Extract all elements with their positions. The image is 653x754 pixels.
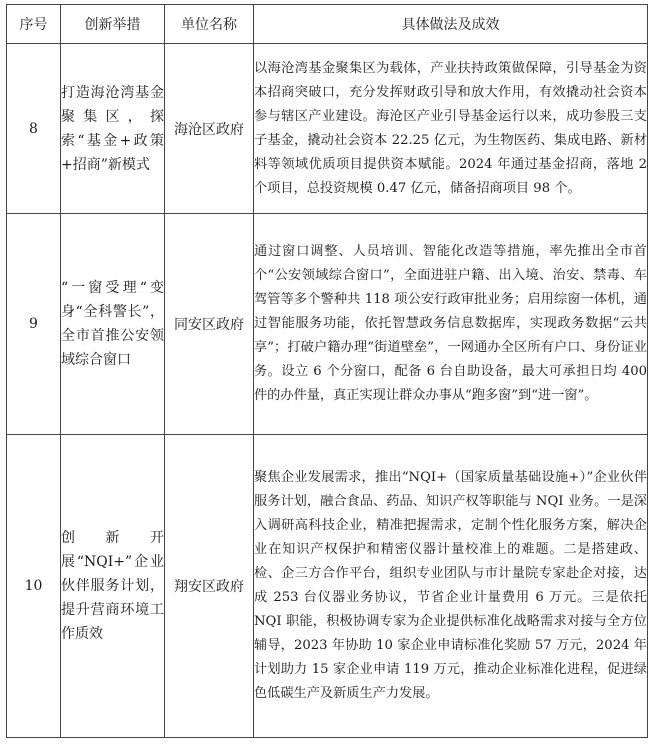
practice-detail xyxy=(254,435,648,738)
innovation-measure xyxy=(61,44,165,214)
row-number: 8 xyxy=(7,44,61,214)
detail-text: 通过窗口调整、人员培训、智能化改造等措施，率先推出全市首个“公安领域综合窗口”，全面进驻户籍、出入境、治安、禁毒、车驾管等多个警种共 118 项公安行政审批业务；启用综窗一体机，通过智能服务功能，依托智慧政务信息数据库，实现政务数据“云共享”；打破户籍办理“街道壁垒”，一网通办全区所有户口、身份证业务。设立 6 个分窗口，配备 6 台自助设备，最大可承担日均 400 件的办件量，真正实现让群众办事从“跑多窗”到“进一窗”。 xyxy=(254,244,647,403)
measure-text: “一窗受理“变身“全科警长”，全市首推公安领域综合窗口 xyxy=(61,280,164,368)
header-row xyxy=(7,5,648,44)
innovation-measure xyxy=(61,435,165,738)
unit-name: 海沧区政府 xyxy=(165,44,254,214)
measure-text: 打造海沧湾基金聚集区，探索“基金+政策+招商”新模式 xyxy=(61,84,164,173)
practice-detail xyxy=(254,214,648,435)
header-measure: 创新举措 xyxy=(61,5,165,44)
detail-text: 聚焦企业发展需求，推出“NQI+（国家质量基础设施+）”企业伙伴服务计划，融合食品、药品、知识产权等职能与 NQI 业务。一是深入调研高科技企业，精准把握需求，定制个性化服务方案，解决企业在知识产权保护和精密仪器计量校准上的难题。二是搭建政、检、企三方合作平台，组织专业团队与市计量院专家赴企对接，达成 253 台仪器业务协议，节省企业计量费用 6 万元。三是依托 NQI 职能，积极协调专家为企业提供标准化战略需求对接与全方位辅导，2023 年协助 10 家企业申请标准化奖励 57 万元，2024 年计划助力 15 家企业申请 119 万元，推动企业标准化进程，促进绿色低碳生产及新质生产力发展。 xyxy=(254,470,647,701)
header-no: 序号 xyxy=(7,5,61,44)
measure-text: 创新开展“NQI+”企业伙伴服务计划，提升营商环境工作质效 xyxy=(61,530,164,642)
policy-table xyxy=(6,4,648,738)
unit-name: 同安区政府 xyxy=(165,214,254,435)
row-number: 10 xyxy=(7,435,61,738)
practice-detail xyxy=(254,44,648,214)
innovation-measure xyxy=(61,214,165,435)
detail-text: 以海沧湾基金聚集区为载体，产业扶持政策做保障，引导基金为资本招商突破口，充分发挥财政引导和放大作用，有效撬动社会资本参与辖区产业建设。海沧区产业引导基金运行以来，成功参股三支子基金，撬动社会资本 22.25 亿元，为生物医药、集成电路、新材料等领域优质项目提供资本赋能。2024 年通过基金招商，落地 2 个项目，总投资规模 0.47 亿元，储备招商项目 98 个。 xyxy=(254,60,647,196)
table-row xyxy=(7,435,648,738)
header-unit: 单位名称 xyxy=(165,5,254,44)
row-number: 9 xyxy=(7,214,61,435)
table-row xyxy=(7,44,648,214)
unit-name: 翔安区政府 xyxy=(165,435,254,738)
header-detail: 具体做法及成效 xyxy=(254,5,648,44)
table-row xyxy=(7,214,648,435)
